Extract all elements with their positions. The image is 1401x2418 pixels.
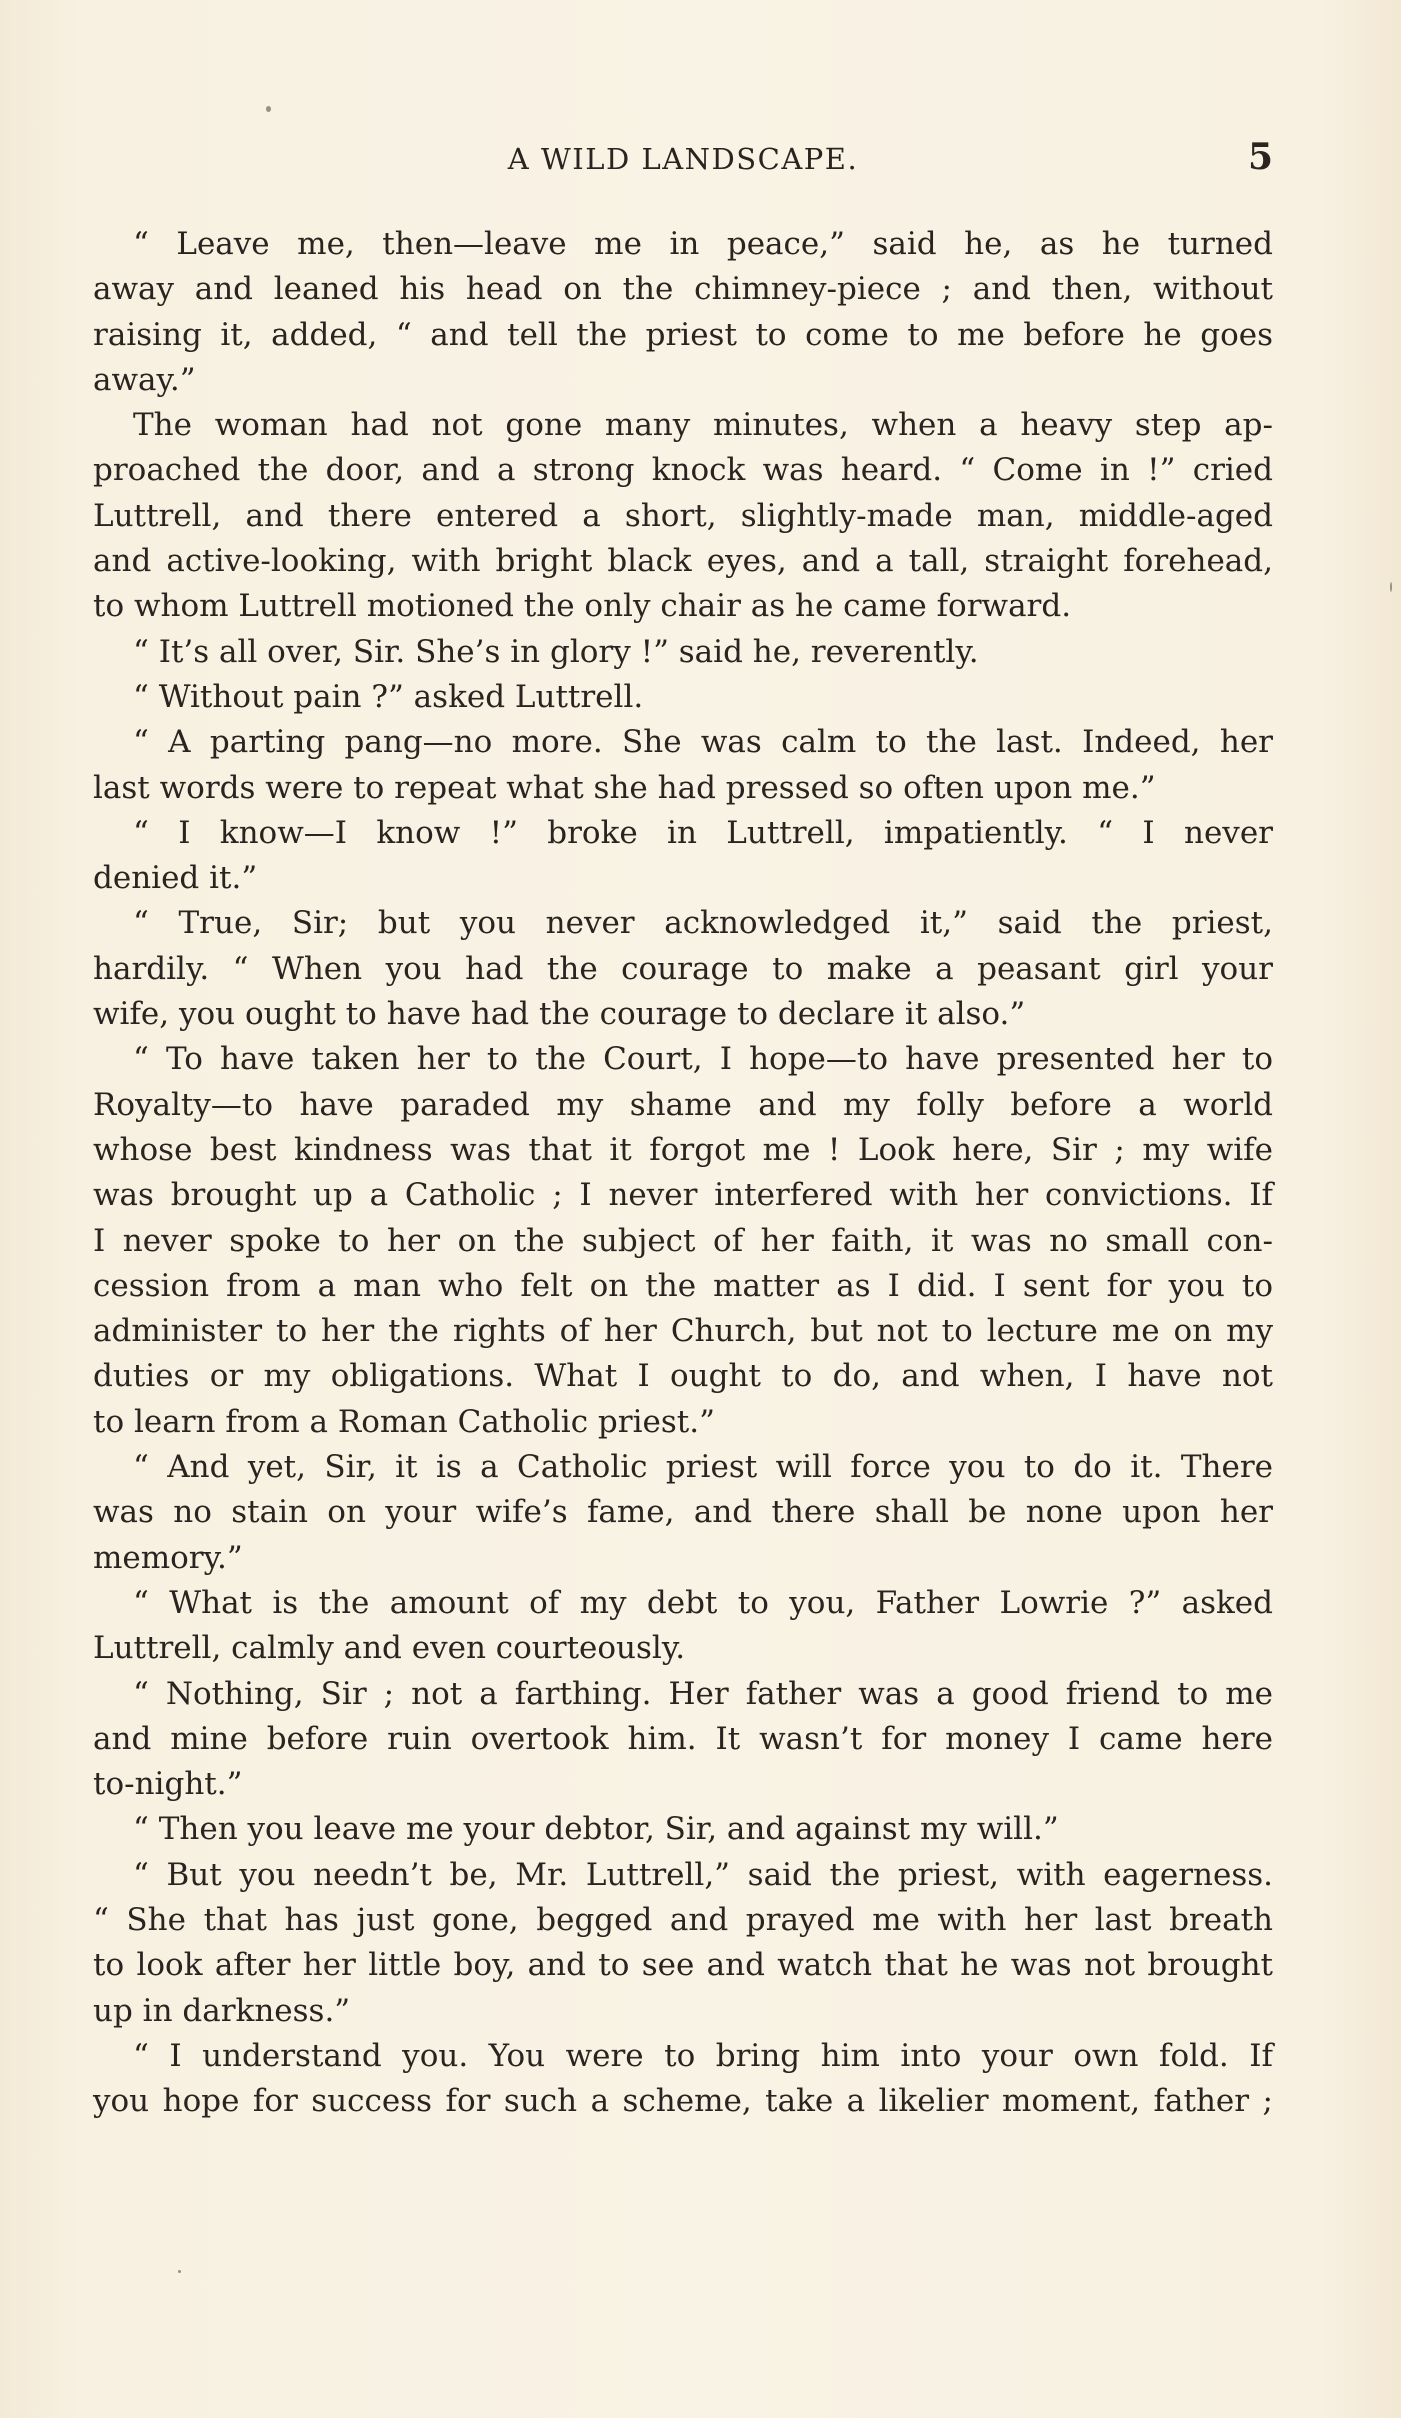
ink-speck — [178, 2270, 181, 2273]
text-line: “ To have taken her to the Court, I hope—to have presented her to — [133, 1041, 1273, 1078]
text-line: last words were to repeat what she had pressed so often upon me.” — [93, 769, 1156, 806]
text-line: away.” — [93, 361, 196, 398]
text-line: “ True, Sir; but you never acknowledged it,” said the priest, — [133, 905, 1273, 942]
text-line: denied it.” — [93, 860, 258, 897]
ink-speck — [1390, 582, 1392, 592]
text-line: to-night.” — [93, 1766, 243, 1803]
text-line: wife, you ought to have had the courage to declare it also.” — [93, 996, 1026, 1033]
text-line: to whom Luttrell motioned the only chair as he came forward. — [93, 588, 1072, 625]
text-line: “ I understand you. You were to bring him into your own fold. If — [133, 2037, 1273, 2074]
text-line: “ A parting pang—no more. She was calm to the last. Indeed, her — [133, 724, 1273, 761]
text-line: administer to her the rights of her Church, but not to lecture me on my — [93, 1313, 1273, 1350]
text-line: “ Nothing, Sir ; not a farthing. Her father was a good friend to me — [133, 1675, 1273, 1712]
running-title: A WILD LANDSCAPE. — [507, 142, 859, 176]
text-line: was no stain on your wife’s fame, and there shall be none upon her — [93, 1494, 1273, 1531]
text-line: duties or my obligations. What I ought to do, and when, I have not — [93, 1358, 1273, 1395]
text-line: “ But you needn’t be, Mr. Luttrell,” said the priest, with eagerness. — [133, 1856, 1273, 1893]
text-line: you hope for success for such a scheme, take a likelier moment, father ; — [93, 2083, 1273, 2120]
text-line: “ It’s all over, Sir. She’s in glory !” said he, reverently. — [133, 633, 979, 670]
text-line: cession from a man who felt on the matter as I did. I sent for you to — [93, 1267, 1273, 1304]
text-line: “ Without pain ?” asked Luttrell. — [133, 678, 644, 715]
text-line: “ Then you leave me your debtor, Sir, and against my will.” — [133, 1811, 1059, 1848]
ink-speck — [266, 106, 271, 112]
text-line: “ Leave me, then—leave me in peace,” said he, as he turned — [133, 226, 1273, 262]
text-line: hardily. “ When you had the courage to make a peasant girl your — [93, 950, 1273, 987]
page-number: 5 — [1247, 136, 1273, 178]
text-line: to look after her little boy, and to see and watch that he was not brought — [93, 1947, 1273, 1984]
text-line: whose best kindness was that it forgot me ! Look here, Sir ; my wife — [93, 1131, 1273, 1168]
text-line: raising it, added, “ and tell the priest to come to me before he goes — [93, 316, 1273, 353]
text-line: proached the door, and a strong knock was heard. “ Come in !” cried — [93, 452, 1273, 489]
text-line: memory.” — [93, 1539, 243, 1576]
page-header — [93, 136, 1273, 180]
text-line: to learn from a Roman Catholic priest.” — [93, 1403, 715, 1440]
text-line: “ I know—I know !” broke in Luttrell, impatiently. “ I never — [133, 814, 1273, 851]
text-line: “ And yet, Sir, it is a Catholic priest will force you to do it. There — [133, 1449, 1273, 1486]
text-line: up in darkness.” — [93, 1992, 351, 2029]
text-line: I never spoke to her on the subject of her faith, it was no small con- — [93, 1222, 1273, 1259]
text-line: away and leaned his head on the chimney-piece ; and then, without — [93, 271, 1273, 308]
text-line: and mine before ruin overtook him. It wasn’t for money I came here — [93, 1720, 1273, 1757]
text-line: Luttrell, and there entered a short, slightly-made man, middle-aged — [93, 497, 1273, 534]
body-text — [93, 222, 1273, 2124]
text-line: Royalty—to have paraded my shame and my folly before a world — [93, 1086, 1273, 1123]
text-line: The woman had not gone many minutes, when a heavy step ap- — [133, 407, 1273, 444]
text-line: Luttrell, calmly and even courteously. — [93, 1630, 686, 1667]
text-line: and active-looking, with bright black eyes, and a tall, straight forehead, — [93, 543, 1273, 580]
text-line: “ What is the amount of my debt to you, Father Lowrie ?” asked — [133, 1584, 1273, 1621]
text-line: “ She that has just gone, begged and prayed me with her last breath — [93, 1901, 1273, 1938]
text-line: was brought up a Catholic ; I never interfered with her convictions. If — [93, 1177, 1273, 1214]
